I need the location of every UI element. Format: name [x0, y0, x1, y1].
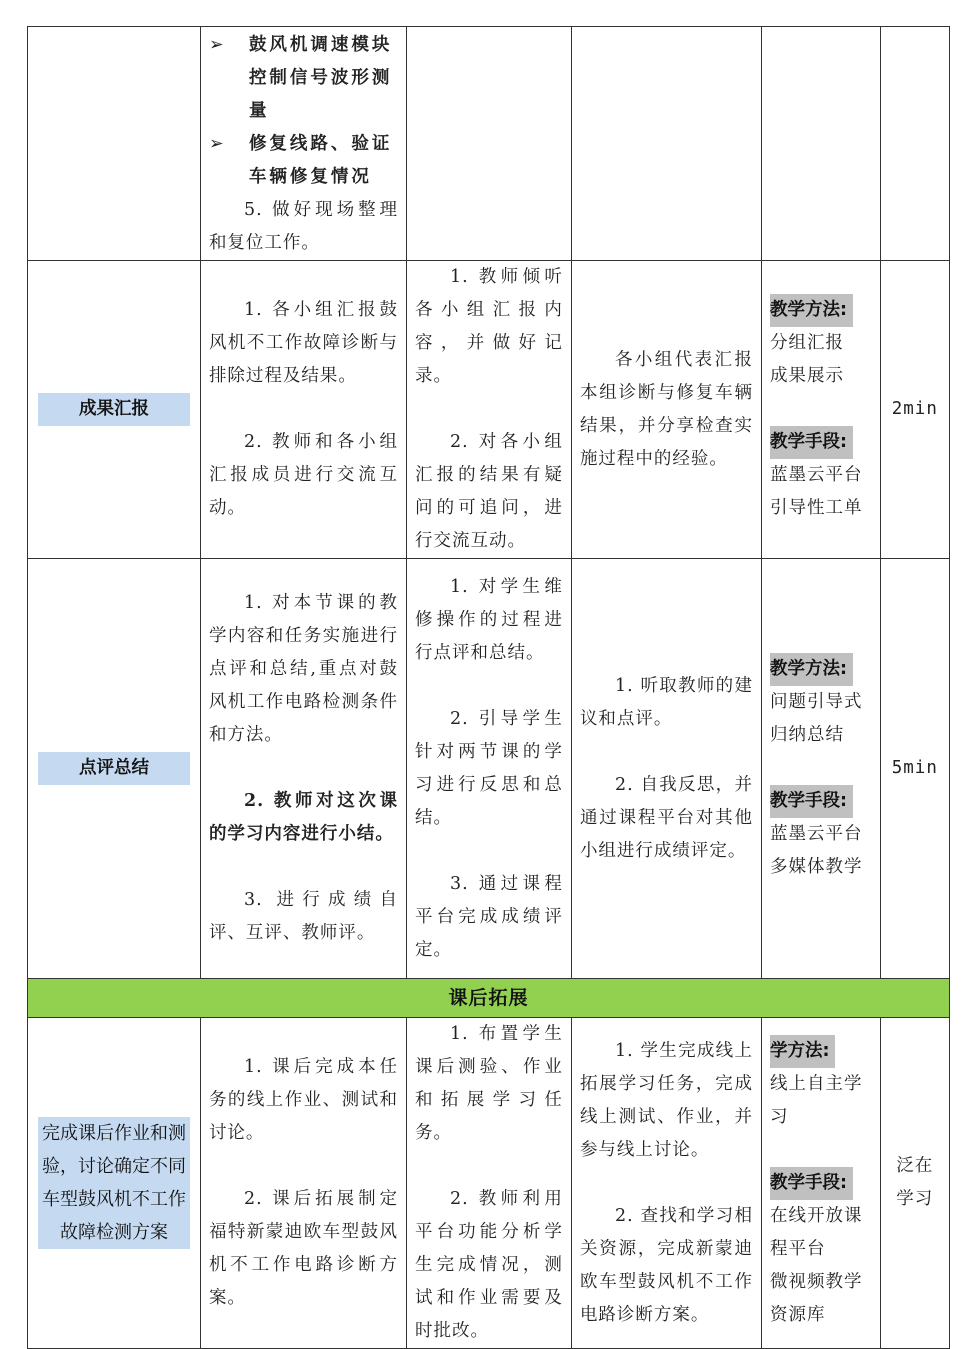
lesson-plan-table [27, 26, 950, 1349]
section-header-row [28, 979, 950, 1018]
time-cell: 2min [880, 261, 949, 559]
method-item: 成果展示 [769, 366, 844, 386]
teacher-paragraph: 2. 教师利用平台功能分析学生完成情况，测试和作业需要及时批改。 [415, 1189, 563, 1341]
table-row-continuation [28, 27, 950, 261]
teacher-cell [407, 261, 572, 559]
content-paragraph: 1. 各小组汇报鼓风机不工作故障诊断与排除过程及结果。 [208, 300, 399, 386]
student-paragraph: 各小组代表汇报本组诊断与修复车辆结果，并分享检查实施过程中的经验。 [579, 349, 753, 469]
content-cell [200, 1018, 406, 1349]
method-cell [761, 261, 880, 559]
student-paragraph: 2. 自我反思，并通过课程平台对其他小组进行成绩评定。 [579, 774, 753, 861]
stage-label: 成果汇报 [38, 393, 190, 426]
student-paragraph: 2. 查找和学习相关资源，完成新蒙迪欧车型鼓风机不工作电路诊断方案。 [579, 1205, 753, 1325]
method-item: 问题引导式 [769, 692, 863, 712]
method-heading: 教学方法: [770, 653, 853, 686]
student-cell [571, 1018, 761, 1349]
content-cell [200, 27, 406, 261]
table-row-after-class [28, 1018, 950, 1349]
bullet-item: ➢ 修复线路、验证车辆修复情况 [209, 128, 398, 194]
content-paragraph: 1. 课后完成本任务的线上作业、测试和讨论。 [208, 1057, 399, 1143]
teacher-paragraph: 1. 对学生维修操作的过程进行点评和总结。 [415, 576, 563, 663]
content-cell [200, 261, 406, 559]
stage-label: 点评总结 [38, 752, 190, 785]
teacher-cell [407, 27, 572, 261]
time-cell: 5min [880, 559, 949, 979]
time-cell: 泛在学习 [880, 1018, 949, 1349]
arrow-bullet-icon: ➢ [208, 35, 227, 55]
content-paragraph: 2. 教师对这次课的学习内容进行小结。 [208, 791, 399, 844]
table-row-review-summary [28, 559, 950, 979]
student-cell [571, 559, 761, 979]
means-item: 引导性工单 [769, 498, 863, 518]
stage-cell [28, 261, 201, 559]
student-paragraph: 1. 学生完成线上拓展学习任务，完成线上测试、作业，并参与线上讨论。 [579, 1040, 753, 1160]
time-cell [880, 27, 949, 261]
arrow-bullet-icon: ➢ [208, 134, 227, 154]
method-item: 分组汇报 [769, 333, 844, 353]
teacher-cell [407, 1018, 572, 1349]
content-paragraph: 5. 做好现场整理和复位工作。 [208, 200, 399, 253]
method-heading: 学方法: [770, 1035, 836, 1068]
teacher-paragraph: 2. 对各小组汇报的结果有疑问的可追问，进行交流互动。 [415, 432, 563, 551]
content-paragraph: 1. 对本节课的教学内容和任务实施进行点评和总结,重点对鼓风机工作电路检测条件和方法。 [208, 593, 399, 745]
means-item: 蓝墨云平台 [769, 465, 863, 485]
table-row-results-report [28, 261, 950, 559]
bullet-item: ➢ 鼓风机调速模块控制信号波形测量 [209, 29, 398, 128]
method-item: 归纳总结 [769, 725, 844, 745]
means-heading: 教学手段: [770, 426, 853, 459]
means-item: 蓝墨云平台 [769, 824, 863, 844]
stage-cell [28, 559, 201, 979]
student-paragraph: 1. 听取教师的建议和点评。 [579, 675, 753, 729]
content-paragraph: 3. 进行成绩自评、互评、教师评。 [208, 890, 399, 943]
content-paragraph: 2. 教师和各小组汇报成员进行交流互动。 [208, 432, 399, 518]
student-cell [571, 261, 761, 559]
method-item: 线上自主学习 [769, 1073, 863, 1127]
teacher-paragraph: 1. 教师倾听各小组汇报内容，并做好记录。 [415, 267, 563, 386]
means-heading: 教学手段: [770, 785, 853, 818]
stage-label: 完成课后作业和测验，讨论确定不同车型鼓风机不工作故障检测方案 [38, 1117, 190, 1249]
method-cell [761, 1018, 880, 1349]
teacher-paragraph: 2. 引导学生针对两节课的学习进行反思和总结。 [415, 708, 563, 828]
stage-cell [28, 1018, 201, 1349]
teacher-paragraph: 3. 通过课程平台完成成绩评定。 [415, 873, 563, 960]
method-heading: 教学方法: [770, 294, 853, 327]
means-item: 在线开放课程平台 [769, 1205, 863, 1259]
means-item: 微视频教学资源库 [769, 1271, 863, 1325]
content-cell [200, 559, 406, 979]
teacher-cell [407, 559, 572, 979]
content-paragraph: 2. 课后拓展制定福特新蒙迪欧车型鼓风机不工作电路诊断方案。 [208, 1189, 399, 1308]
teacher-paragraph: 1. 布置学生课后测验、作业和拓展学习任务。 [415, 1024, 563, 1143]
method-cell [761, 559, 880, 979]
student-cell [571, 27, 761, 261]
means-heading: 教学手段: [770, 1167, 853, 1200]
section-header: 课后拓展 [28, 979, 950, 1018]
stage-cell [28, 27, 201, 261]
method-cell [761, 27, 880, 261]
means-item: 多媒体教学 [769, 857, 863, 877]
